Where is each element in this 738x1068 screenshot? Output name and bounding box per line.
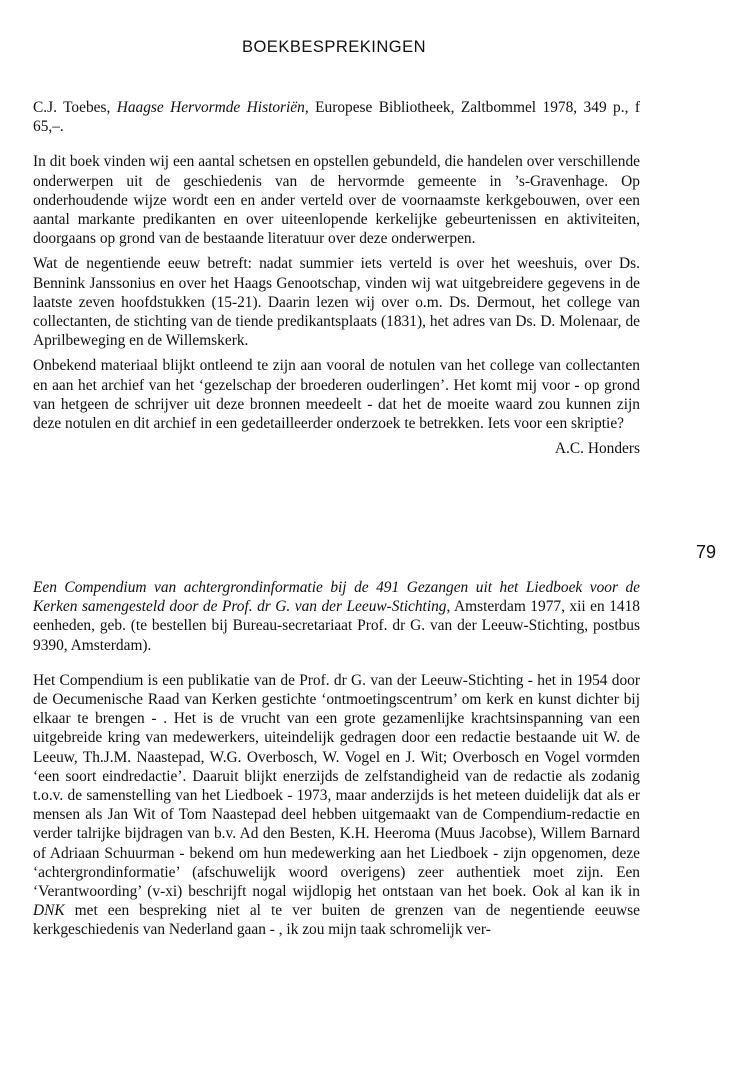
review-1-publication-info: , Europese Bibliotheek, Zaltbommel 1978, 349 p., f 65,–.: [33, 99, 640, 136]
review-1-book-title: Haagse Hervormde Historiën: [116, 99, 305, 116]
review-2-text: Het Compendium is een publikatie van de Prof. dr G. van der Leeuw-Stichting - het in 1954 door de Oecumenische Raad van Kerken gestichte ‘ontmoetingscentrum’ om kerk en kunst dichter bij elkaar te brengen - . Het is de vrucht van een grote gezamenlijke krachtsinspanning van een uitgebreide kring van medewerkers, uiteindelijk gedragen door een redactie bestaande uit W. de Leeuw, Th.J.M. Naastepad, W.G. Overbosch, W. Vogel en J. Wit; Overbosch en Vogel vormden ‘een soort eindredactie’. Daaruit blijkt enerzijds de zelfstandigheid van de redactie als zodanig t.o.v. de samenstelling van het Liedboek - 1973, maar anderzijds is het meteen duidelijk dat als er mensen als Jan Wit of Tom Naastepad deel hebben uitgemaakt van de Compendium-redactie en verder talrijke bijdragen van b.v. Ad den Besten, K.H. Heeroma (Muus Jacobse), Willem Barnard of Adriaan Schuurman - bekend om hun medewerking aan het Liedboek - zijn opgenomen, deze ‘achtergrondinformatie’ (afschuwelijk woord overigens) zeer authentiek moet zijn. Een ‘Verantwoording’ (v-xi) beschrijft nogal wijdlopig het ontstaan van het boek. Ook al kan ik in: [33, 671, 640, 901]
review-2-book-title: Een Compendium van achtergrondinformatie bij de 491 Gezangen uit het Liedboek voor de Kerken samengesteld door de Prof. dr G. van der Leeuw-Stichting: [33, 579, 640, 616]
review-2: [33, 578, 640, 940]
review-1-paragraph-1: In dit boek vinden wij een aantal schetsen en opstellen gebundeld, die handelen over verschillende onderwerpen uit de geschiedenis van de hervormde gemeente in ’s-Gravenhage. Op onderhoudende wijze wordt een en ander verteld over de voornaamste kerkgebouwen, over een aantal markante predikanten en over uiteenlopende kerkelijke gebeurtenissen en aktiviteiten, doorgaans op grond van de bestaande literatuur over deze onderwerpen.: [33, 153, 640, 248]
review-1-citation: [33, 98, 640, 136]
review-2-citation: [33, 578, 640, 655]
review-1-paragraph-2: Wat de negentiende eeuw betreft: nadat summier iets verteld is over het weeshuis, over Ds. Bennink Janssonius en over het Haags Genootschap, vinden wij wat uitgebreidere gegevens in de laatste zeven hoofdstukken (15-21). Daarin lezen wij over o.m. Ds. Dermout, het college van collectanten, de stichting van de tiende predikantsplaats (1831), het adres van Ds. D. Molenaar, de Aprilbeweging en de Willemskerk.: [33, 255, 640, 350]
page-header: BOEKBESPREKINGEN: [241, 38, 427, 56]
review-2-paragraph-1: [33, 671, 640, 940]
review-1-paragraph-3: Onbekend materiaal blijkt ontleend te zijn aan vooral de notulen van het college van collectanten en aan het archief van het ‘gezelschap der broederen ouderlingen’. Het komt mij voor - op grond van hetgeen de schrijver uit deze bronnen meedeelt - dat het de moeite waard zou kunnen zijn deze notulen en dit archief in een gedetailleerder onderzoek te betrekken. Iets voor een skriptie?: [33, 357, 640, 433]
review-1-author: C.J. Toebes,: [33, 99, 117, 116]
review-2-journal-abbrev: DNK: [33, 902, 65, 920]
page-number: 79: [696, 542, 717, 562]
review-2-text-continued: met een bespreking niet al te ver buiten de grenzen van de negentiende eeuwse kerkgeschiedenis van Nederland gaan - , ik zou mijn taak schromelijk ver-: [33, 902, 640, 939]
review-2-publication-info: , Amsterdam 1977, xii en 1418 eenheden, geb. (te bestellen bij Bureau-secretariaat Prof. dr G. van der Leeuw-Stichting, postbus 9390, Amsterdam).: [33, 598, 640, 654]
review-1: [33, 98, 640, 458]
review-1-signature: A.C. Honders: [554, 440, 640, 458]
